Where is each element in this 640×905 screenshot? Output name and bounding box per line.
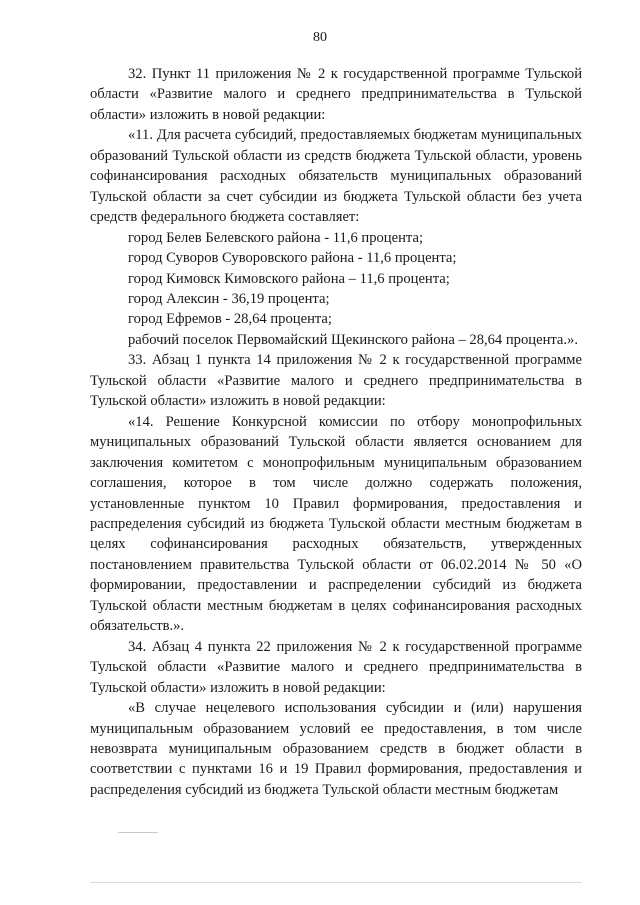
paragraph-11-intro: «11. Для расчета субсидий, предоставляемых бюджетам муниципальных образований Тульской области из средств бюджета Тульской области, уровень софинансирования расходных обязательств муниципальных образований Тульской области за счет субсидии из бюджета Тульской области без учета средств федерального бюджета составляет: — [90, 127, 582, 226]
paragraph-14: «14. Решение Конкурсной комиссии по отбору монопрофильных муниципальных образований Тульской области является основанием для заключения комитетом с монопрофильным муниципальным образованием соглашения, которое в том числе должно содержать положения, установленные пунктом 10 Правил формирования, предоставления и распределения субсидий из бюджета Тульской области местным бюджетам в целях софинансирования расходных обязательств, утвержденных постановлением правительства Тульской области от 06.02.2014 № 50 «О формировании, предоставлении и распределении субсидий из бюджета Тульской области местным бюджетам в целях софинансирования расходных обязательств.». — [90, 413, 582, 635]
city-item: город Кимовск Кимовского района – 11,6 процента; — [128, 270, 450, 287]
city-item: город Алексин - 36,19 процента; — [128, 290, 330, 307]
scan-artifact-line — [90, 882, 582, 883]
document-body — [90, 64, 582, 800]
page-number: 80 — [313, 30, 327, 45]
scan-artifact-line — [118, 832, 158, 833]
paragraph-22: «В случае нецелевого использования субсидии и (или) нарушения муниципальным образованием условий ее предоставления, в том числе невозврата муниципальным образованием средств в бюджет области в соответствии с пунктами 16 и 19 Правил формирования, предоставления и распределения субсидий из бюджета Тульской области местным бюджетам — [90, 700, 582, 798]
paragraph-32: 32. Пункт 11 приложения № 2 к государственной программе Тульской области «Развитие малого и среднего предпринимательства в Тульской области» изложить в новой редакции: — [90, 66, 582, 123]
city-item: город Ефремов - 28,64 процента; — [128, 311, 332, 328]
city-item: город Белев Белевского района - 11,6 процента; — [128, 229, 423, 246]
paragraph-34: 34. Абзац 4 пункта 22 приложения № 2 к государственной программе Тульской области «Развитие малого и среднего предпринимательства в Тульской области» изложить в новой редакции: — [90, 638, 582, 696]
settlement-item: рабочий поселок Первомайский Щекинского района – 28,64 процента.». — [128, 331, 579, 348]
city-item: город Суворов Суворовского района - 11,6 процента; — [128, 250, 457, 267]
paragraph-33: 33. Абзац 1 пункта 14 приложения № 2 к государственной программе Тульской области «Развитие малого и среднего предпринимательства в Тульской области» изложить в новой редакции: — [90, 352, 582, 410]
